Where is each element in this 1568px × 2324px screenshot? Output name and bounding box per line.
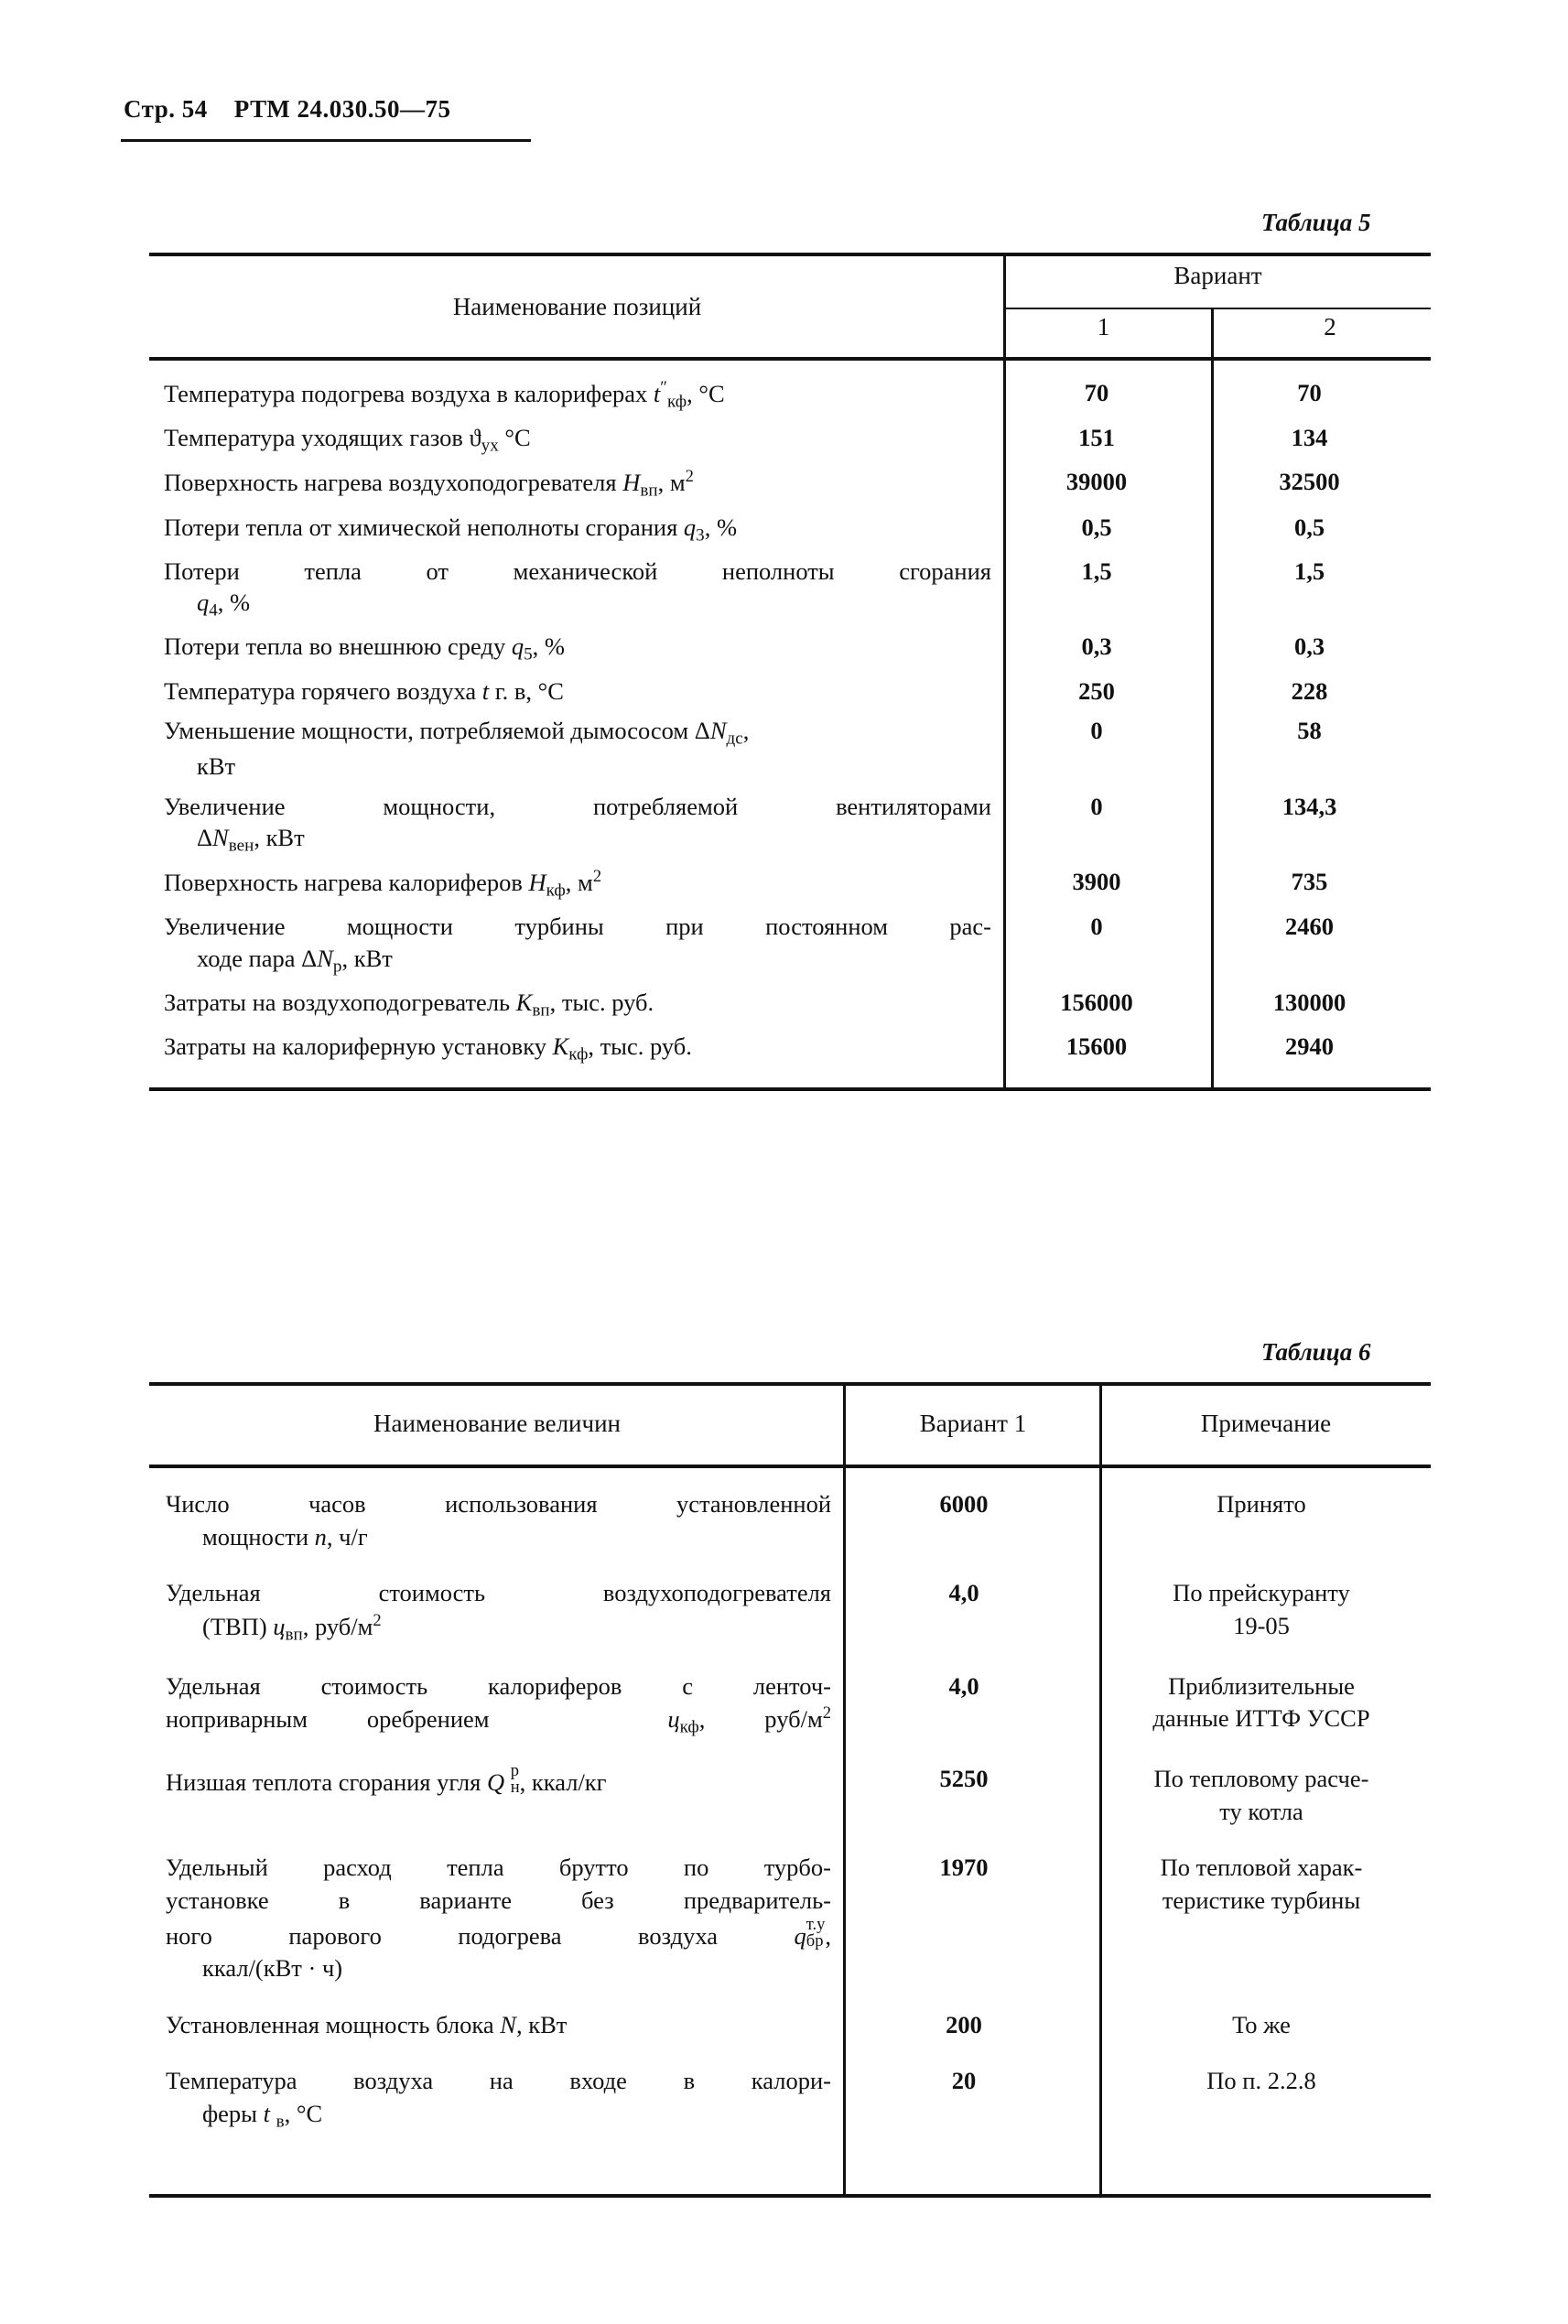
table6-col-header-note: Примечание: [1200, 1410, 1332, 1437]
table-row: [149, 866, 1431, 903]
table5-header-divider-variant: [1005, 308, 1431, 309]
variant-1-value: 0: [1090, 792, 1103, 820]
row-label: Температура воздуха на входе в калори- феры t $_в$, °С: [166, 2067, 831, 2132]
table-row: [149, 422, 1431, 458]
table-row: [149, 987, 1431, 1022]
variant-1-value: 0: [1090, 717, 1103, 744]
variant-2-value: 134: [1291, 424, 1328, 452]
row-label: Низшая теплота сгорания угля Q р н , ккал/кг: [166, 1761, 607, 1797]
table6-col-header-name: Наименование величин: [373, 1410, 621, 1437]
row-label: Затраты на калориферную установку $К_{кф}$, тыс. руб.: [164, 1032, 692, 1065]
page-number-label: Стр. 54: [124, 95, 208, 123]
row-note: По прейскуранту 19-05: [1173, 1579, 1350, 1639]
document-number: РТМ 24.030.50—75: [233, 95, 451, 123]
row-note: По п. 2.2.8: [1206, 2067, 1316, 2095]
row-note: То же: [1232, 2010, 1291, 2038]
variant-1-value: 15600: [1065, 1032, 1128, 1061]
table-row: [149, 676, 1431, 707]
variant-2-value: 130000: [1272, 989, 1346, 1016]
variant-2-value: 735: [1291, 868, 1328, 896]
table-row: [149, 466, 1431, 503]
table5-col-header-group: Вариант: [1173, 262, 1262, 289]
row-label: Потери тепла во внешнюю среду $q_5$, %: [164, 632, 565, 665]
variant-2-value: 0,5: [1293, 513, 1325, 541]
table5-bottom-rule: [149, 1087, 1431, 1091]
header-rule: [121, 139, 531, 142]
variant-1-value: 156000: [1060, 989, 1133, 1016]
table-row: [149, 1670, 1431, 1740]
variant-2-value: 70: [1297, 379, 1322, 406]
table5-header-divider-sub: [1211, 308, 1214, 357]
table5-caption: Таблица 5: [1261, 209, 1371, 236]
row-note: По тепловому расче- ту котла: [1153, 1765, 1369, 1825]
variant-1-value: 1970: [939, 1854, 989, 1882]
variant-1-value: 0,5: [1081, 513, 1112, 541]
row-label: Потери тепла от механической неполноты сгорания $q_4$, %: [164, 557, 991, 621]
row-label: Уменьшение мощности, потребляемой дымососом $\Delta N_{дс}$, кВт: [164, 717, 750, 781]
variant-1-value: 6000: [939, 1490, 989, 1518]
row-note: Принято: [1217, 1490, 1306, 1518]
table-row: [149, 1577, 1431, 1647]
table6-bottom-rule: [149, 2194, 1431, 2198]
row-label: Потери тепла от химической неполноты сгорания $q_3$, %: [164, 513, 738, 546]
table-6: [149, 1382, 1431, 2198]
table-row: [149, 556, 1431, 623]
variant-1-value: 1,5: [1081, 557, 1112, 585]
table-row: [149, 1488, 1431, 1553]
table-row: [149, 631, 1431, 666]
table6-header: [149, 1386, 1431, 1465]
variant-2-value: 228: [1291, 676, 1328, 705]
table-row: [149, 2009, 1431, 2042]
variant-1-value: 39000: [1065, 468, 1128, 496]
variant-2-value: 134,3: [1281, 792, 1337, 820]
variant-2-value: 0,3: [1293, 632, 1325, 661]
table5-col-header-2: 2: [1324, 313, 1336, 340]
row-label: Температура уходящих газов $ϑ_{ух}$ °С: [164, 424, 531, 456]
row-label: Число часов использования установленной мощности n, ч/г: [166, 1490, 831, 1551]
variant-1-value: 4,0: [948, 1579, 979, 1606]
table5-body: [149, 361, 1431, 1087]
variant-1-value: 4,0: [948, 1671, 979, 1700]
row-label: Удельная стоимость воздухоподогревателя (ТВП) $ц_{вп}$, руб/$м^2$: [166, 1579, 831, 1645]
variant-1-value: 151: [1078, 424, 1115, 452]
table5-header: [149, 256, 1431, 357]
row-label: Поверхность нагрева воздухоподогревателя $Н_{вп}$, $м^2$: [164, 467, 694, 501]
row-label: Удельная стоимость калориферов с ленточ- ноприварным оребрением $ц_{кф}$, руб/$м^2$: [166, 1671, 831, 1737]
variant-2-value: 2940: [1285, 1032, 1334, 1061]
variant-1-value: 3900: [1072, 868, 1121, 896]
table-5: [149, 253, 1431, 1091]
row-note: Приблизительные данные ИТТФ УССР: [1152, 1671, 1370, 1733]
variant-1-value: 5250: [939, 1765, 989, 1793]
variant-1-value: 0,3: [1081, 632, 1112, 661]
row-label: Температура горячего воздуха t г. в, °С: [164, 676, 564, 705]
table-row: [149, 377, 1431, 414]
variant-1-value: 200: [946, 2010, 982, 2038]
table-row: [149, 1852, 1431, 1985]
row-label: Увеличение мощности турбины при постоянном рас- ходе пара $\Delta N_р$, кВт: [164, 913, 991, 977]
variant-2-value: 2460: [1285, 913, 1334, 941]
row-label: Поверхность нагрева калориферов $Н_{кф}$, $м^2$: [164, 867, 602, 901]
table-row: [149, 1763, 1431, 1828]
table6-caption: Таблица 6: [1261, 1338, 1371, 1366]
variant-2-value: 32500: [1279, 468, 1340, 496]
table6-body: [149, 1468, 1431, 2194]
variant-1-value: 250: [1078, 676, 1115, 705]
row-label: Затраты на воздухоподогреватель $К_{вп}$, тыс. руб.: [164, 989, 654, 1021]
table6-col-header-value: Вариант 1: [919, 1410, 1027, 1437]
table5-col-header-1: 1: [1097, 313, 1110, 340]
table-row: [149, 1031, 1431, 1066]
row-label: Удельный расход тепла брутто по турбо- установке в варианте без предваритель- ного парового подогрева воздуха q т.у бр , ккал/(кВт · ч): [166, 1854, 831, 1983]
table-row: [149, 911, 1431, 978]
page-header: [124, 95, 450, 124]
variant-2-value: 1,5: [1293, 557, 1325, 585]
variant-1-value: 70: [1084, 379, 1109, 406]
table-row: [149, 791, 1431, 859]
variant-1-value: 20: [951, 2067, 977, 2095]
table5-col-header-name: Наименование позиций: [452, 292, 702, 320]
row-label: Температура подогрева воздуха в калориферах $t''_{кф}$, °С: [164, 378, 725, 412]
row-label: Установленная мощность блока N, кВт: [166, 2010, 568, 2038]
variant-2-value: 58: [1297, 717, 1322, 744]
table-row: [149, 2065, 1431, 2133]
variant-1-value: 0: [1090, 913, 1103, 941]
row-note: По тепловой харак- теристике турбины: [1160, 1854, 1363, 1914]
table-row: [149, 715, 1431, 783]
row-label: Увеличение мощности, потребляемой вентиляторами $\Delta N_{вен}$, кВт: [164, 792, 991, 856]
table-row: [149, 512, 1431, 547]
